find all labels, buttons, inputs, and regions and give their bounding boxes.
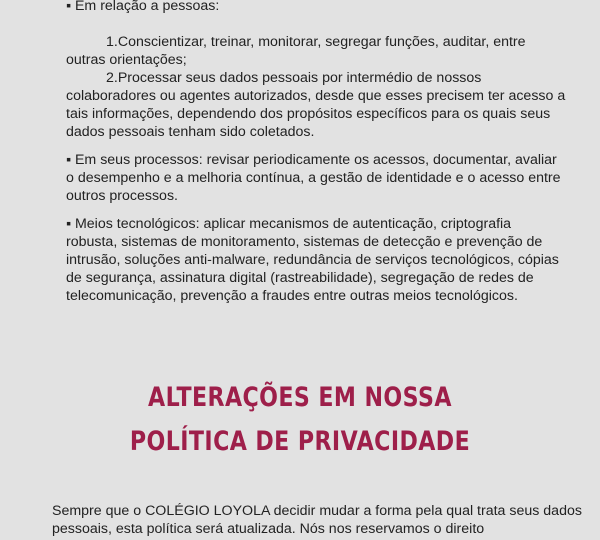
people-item-2 — [66, 69, 566, 141]
tech-paragraph: ▪ Meios tecnológicos: aplicar mecanismos de autenticação, criptografia robusta, sistemas de monitoramento, sistemas de detecção e prevenção de intrusão, soluções anti-malware, redundância de serviços tecnológicos, cópias de segurança, assinatura digital (rastreabilidade), segregação de redes de telecomunicação, prevenção a fraudes entre outras meios tecnológicos. — [66, 216, 559, 304]
people-item-1-text: 1.Conscientizar, treinar, monitorar, segregar funções, auditar, entre outras orientações; — [66, 34, 526, 68]
processes-paragraph: ▪ Em seus processos: revisar periodicamente os acessos, documentar, avaliar o desempenho e a melhoria contínua, a gestão de identidade e o acesso entre outros processos. — [66, 152, 561, 204]
people-heading: ▪ Em relação a pessoas: — [66, 0, 220, 14]
section-title-line-2: POLÍTICA DE PRIVACIDADE — [129, 426, 471, 457]
people-item-2-text: 2.Processar seus dados pessoais por intermédio de nossos colaboradores ou agentes autorizados, desde que esses precisem ter acesso a tais informações, dependendo dos propósitos específicos para os quais seus dados pessoais tenham sido coletados. — [66, 70, 566, 140]
changes-paragraph: Sempre que o COLÉGIO LOYOLA decidir mudar a forma pela qual trata seus dados pessoais, esta política será atualizada. Nós nos reservamos o direito — [52, 503, 582, 537]
section-title-line-1: ALTERAÇÕES EM NOSSA — [148, 382, 452, 413]
people-item-1 — [66, 33, 566, 69]
